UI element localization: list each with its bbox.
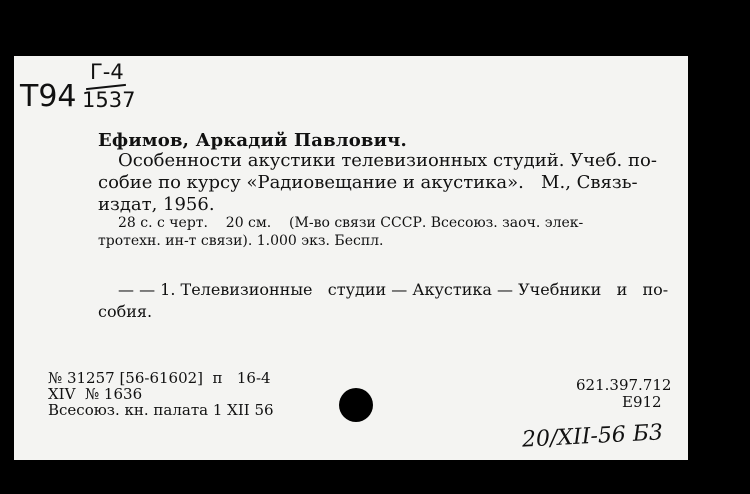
- description-line: 28 с. с черт. 20 см. (М-во связи СССР. Всесоюз. заоч. элек-: [118, 215, 584, 231]
- description-line: тротехн. ин-т связи). 1.000 экз. Беспл.: [98, 233, 384, 249]
- title-line: Особенности акустики телевизионных студий. Учеб. по-: [118, 150, 657, 171]
- call-number-prefix: T94: [20, 79, 77, 114]
- subject-line: — — 1. Телевизионные студии — Акустика — Учебники и по-: [118, 280, 669, 299]
- footer-left-line: № 31257 [56-61602] п 16-4: [48, 369, 271, 387]
- call-number-bottom: 1537: [82, 88, 136, 112]
- footer-left-line: XIV № 1636: [48, 385, 143, 403]
- footer-left-line: Всесоюз. кн. палата 1 XII 56: [48, 401, 274, 419]
- ink-blot: [339, 388, 373, 422]
- subject-line: собия.: [98, 302, 153, 321]
- title-line: издат, 1956.: [98, 194, 215, 215]
- title-line: собие по курсу «Радиовещание и акустика». М., Связь-: [98, 172, 638, 193]
- handwritten-note: 20/XII-56 Б3: [521, 420, 664, 453]
- author-heading: Ефимов, Аркадий Павлович.: [98, 130, 408, 151]
- author-mark: Е912: [622, 393, 662, 411]
- classification-number: 621.397.712: [576, 376, 672, 394]
- call-number-top: Г-4: [90, 60, 124, 84]
